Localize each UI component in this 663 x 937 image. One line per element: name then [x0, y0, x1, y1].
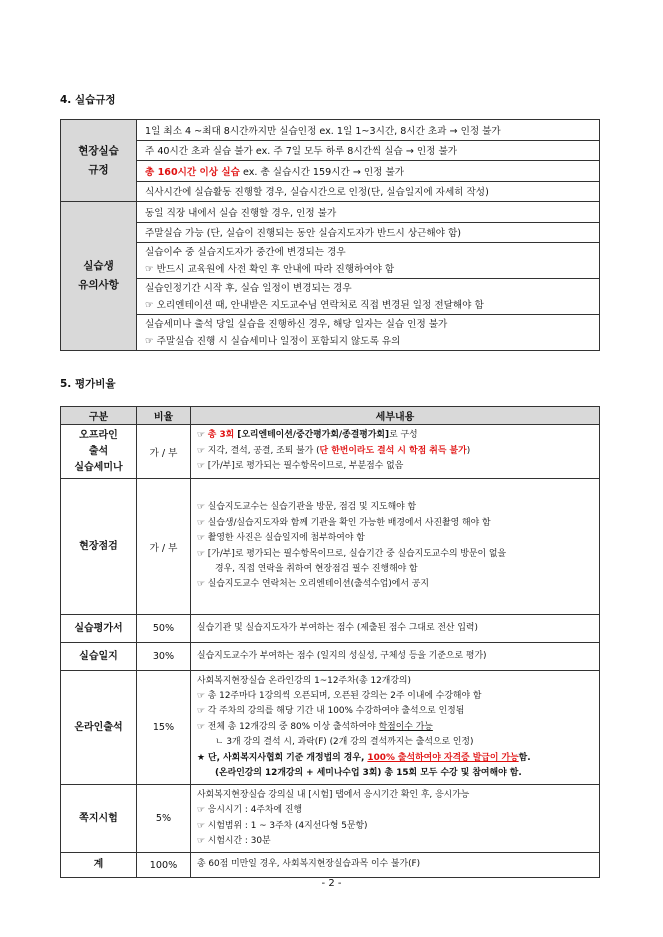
note-schedule-change: 실습인정기간 시작 후, 실습 일정이 변경되는 경우 ☞ 오리엔테이션 때, 안내받은 지도교수님 연락처로 직접 변경된 일정 전달해야 함: [137, 279, 600, 315]
note-supervisor-change: 실습이수 중 실습지도자가 중간에 변경되는 경우 ☞ 반드시 교육원에 사전 확인 후 안내에 따라 진행하여야 함: [137, 243, 600, 279]
quiz-label: 쪽지시험: [61, 785, 137, 853]
row-field-check: [61, 479, 600, 615]
online-ratio: 15%: [137, 671, 191, 785]
eval-label: 실습평가서: [61, 615, 137, 643]
rule-total-hours: 총 160시간 이상 실습 ex. 총 실습시간 159시간 → 인정 불가: [137, 161, 600, 182]
total-ratio: 100%: [137, 853, 191, 878]
page-number: - 2 -: [321, 878, 342, 889]
row-total: [61, 853, 600, 878]
note-weekend: 주말실습 가능 (단, 실습이 진행되는 동안 실습지도자가 반드시 상근해야 함): [137, 222, 600, 243]
total-label: 계: [61, 853, 137, 878]
offline-label: 오프라인 출석 실습세미나: [61, 425, 137, 479]
row-eval: [61, 615, 600, 643]
eval-details: 실습기관 및 실습지도자가 부여하는 점수 (제출된 점수 그대로 전산 입력): [191, 615, 600, 643]
journal-ratio: 30%: [137, 643, 191, 671]
field-check-details: ☞ 실습지도교수는 실습기관을 방문, 점검 및 지도해야 함 ☞ 실습생/실습지도자와 함께 기관을 확인 가능한 배경에서 사진촬영 해야 함 ☞ 촬영한 사진은 실습일지에 첨부하여야 함 ☞ [가/부]로 평가되는 필수항목이므로, 실습기간 중 실습지도교수의 방문이 없을 경우, 직접 연락을 취하여 현장점검 필수 진행해야 함 ☞ 실습지도교수 연락처는 오리엔테이션(출석수업)에서 공지: [191, 479, 600, 615]
row-journal: [61, 643, 600, 671]
section-5-title: 5. 평가비율: [60, 378, 116, 390]
student-notes-label: 실습생 유의사항: [61, 202, 137, 351]
online-details: 사회복지현장실습 온라인강의 1~12주차(총 12개강의) ☞ 총 12주마다 1강의씩 오픈되며, 오픈된 강의는 2주 이내에 수강해야 함 ☞ 각 주차의 강의를 해당 기간 내 100% 수강하여야 출석으로 인정됨 ☞ 전체 총 12개강의 중 80% 이상 출석하여야 학점이수 가능 ㄴ 3개 강의 결석 시, 과락(F) (2개 강의 결석까지는 출석으로 인정) ★ 단, 사회복지사협회 기준 개정법의 경우, 100% 출석하여야 자격증 발급이 가능함. (온라인강의 12개강의 + 세미나수업 3회) 총 15회 모두 수강 및 참여해야 함.: [191, 671, 600, 785]
offline-details: ☞ 총 3회 [오리엔테이션/중간평가회/종결평가회]로 구성 ☞ 지각, 결석, 공결, 조퇴 불가 (단 한번이라도 결석 시 학점 취득 불가) ☞ [가/부]로 평가되는 필수항목이므로, 부분점수 없음: [191, 425, 600, 479]
note-same-workplace: 동일 직장 내에서 실습 진행할 경우, 인정 불가: [137, 202, 600, 223]
header-details: 세부내용: [191, 407, 600, 425]
rule-weekly-hours: 주 40시간 초과 실습 불가 ex. 주 7일 모두 하루 8시간씩 실습 → 인정 불가: [137, 140, 600, 161]
online-label: 온라인출석: [61, 671, 137, 785]
journal-label: 실습일지: [61, 643, 137, 671]
field-check-label: 현장점검: [61, 479, 137, 615]
rule-daily-hours: 1일 최소 4 ~최대 8시간까지만 실습인정 ex. 1일 1~3시간, 8시간 초과 → 인정 불가: [137, 120, 600, 141]
note-seminar-day: 실습세미나 출석 당일 실습을 진행하신 경우, 해당 일자는 실습 인정 불가 ☞ 주말실습 진행 시 실습세미나 일정이 포함되지 않도록 유의: [137, 315, 600, 351]
total-details: 총 60점 미만일 경우, 사회복지현장실습과목 이수 불가(F): [191, 853, 600, 878]
header-category: 구분: [61, 407, 137, 425]
header-ratio: 비율: [137, 407, 191, 425]
rule-meal-time: 식사시간에 실습활동 진행할 경우, 실습시간으로 인정(단, 실습일지에 자세히 작성): [137, 181, 600, 202]
eval-ratio: 50%: [137, 615, 191, 643]
section-4-title: 4. 실습규정: [60, 94, 116, 106]
row-online: [61, 671, 600, 785]
quiz-details: 사회복지현장실습 강의실 내 [시험] 탭에서 응시기간 확인 후, 응시가능 ☞ 응시시기 : 4주차에 진행 ☞ 시험범위 : 1 ~ 3주차 (4지선다형 5문항) ☞ 시험시간 : 30분: [191, 785, 600, 853]
quiz-ratio: 5%: [137, 785, 191, 853]
evaluation-table: [60, 406, 600, 878]
row-offline: [61, 425, 600, 479]
practice-rules-table: [60, 119, 600, 351]
field-rules-label: 현장실습 규정: [61, 120, 137, 202]
offline-ratio: 가 / 부: [137, 425, 191, 479]
journal-details: 실습지도교수가 부여하는 점수 (일지의 성실성, 구체성 등을 기준으로 평가): [191, 643, 600, 671]
row-quiz: [61, 785, 600, 853]
field-check-ratio: 가 / 부: [137, 479, 191, 615]
